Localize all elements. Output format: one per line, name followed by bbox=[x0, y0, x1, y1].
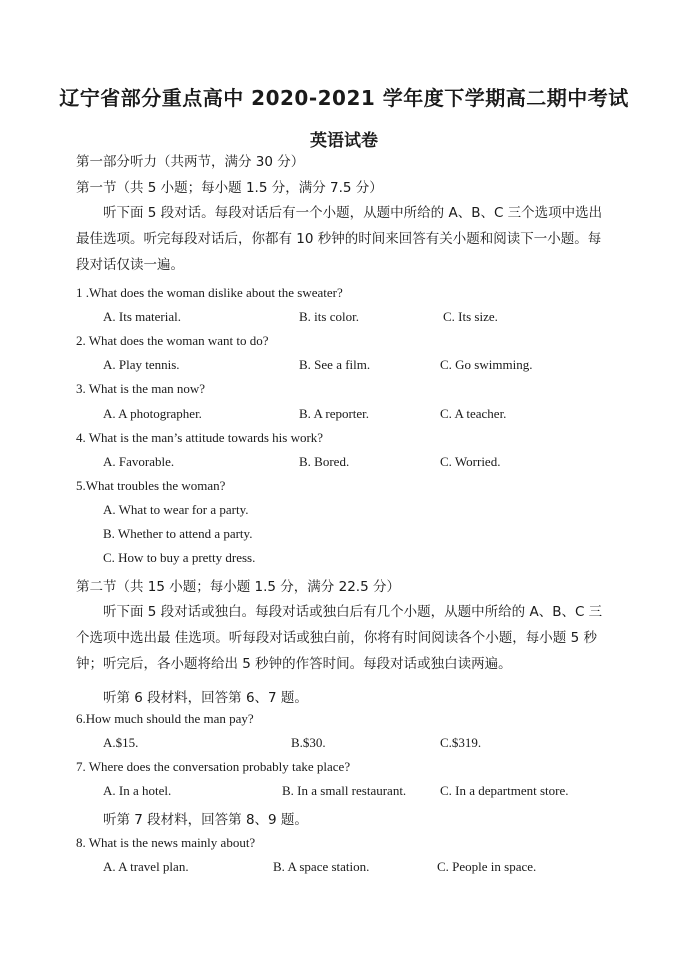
question-2-option-a: A. Play tennis. bbox=[103, 357, 180, 372]
section1-instructions bbox=[76, 200, 616, 278]
question-5-option-a: A. What to wear for a party. bbox=[103, 502, 249, 517]
question-2-option-c: C. Go swimming. bbox=[440, 357, 533, 372]
question-3-option-c: C. A teacher. bbox=[440, 406, 507, 421]
question-4-option-a: A. Favorable. bbox=[103, 454, 175, 469]
instruction-line: 听下面 5 段对话或独白。每段对话或独白后有几个小题，从题中所给的 A、B、C 三 bbox=[103, 604, 603, 620]
question-7-option-c: C. In a department store. bbox=[440, 783, 569, 798]
material-7-instruction: 听第 7 段材料，回答第 8、9 题。 bbox=[103, 812, 308, 828]
question-6-stem: 6.How much should the man pay? bbox=[76, 711, 254, 726]
question-4-stem: 4. What is the man’s attitude towards his work? bbox=[76, 430, 324, 445]
question-4-option-c: C. Worried. bbox=[440, 454, 501, 469]
instruction-line: 最佳选项。听完每段对话后，你都有 10 秒钟的时间来回答有关小题和阅读下一小题。每 bbox=[76, 231, 602, 247]
question-3-option-b: B. A reporter. bbox=[299, 406, 370, 421]
question-8-option-a: A. A travel plan. bbox=[103, 859, 189, 874]
question-4-option-b: B. Bored. bbox=[299, 454, 350, 469]
question-1-option-b: B. its color. bbox=[299, 309, 359, 324]
question-6-option-b: B.$30. bbox=[291, 735, 326, 750]
instruction-line: 听下面 5 段对话。每段对话后有一个小题，从题中所给的 A、B、C 三个选项中选出 bbox=[103, 205, 603, 221]
question-3-stem: 3. What is the man now? bbox=[76, 381, 206, 396]
part1-heading: 第一部分听力（共两节，满分 30 分） bbox=[76, 154, 305, 170]
question-2-option-b: B. See a film. bbox=[299, 357, 371, 372]
question-2-stem: 2. What does the woman want to do? bbox=[76, 333, 269, 348]
material-6-instruction: 听第 6 段材料，回答第 6、7 题。 bbox=[103, 690, 308, 706]
section2-heading: 第二节（共 15 小题；每小题 1.5 分，满分 22.5 分） bbox=[76, 579, 400, 595]
question-1-option-c: C. Its size. bbox=[443, 309, 498, 324]
question-5-stem: 5.What troubles the woman? bbox=[76, 478, 226, 493]
question-8-option-b: B. A space station. bbox=[273, 859, 370, 874]
instruction-line: 钟；听完后，各小题将给出 5 秒钟的作答时间。每段对话或独白读两遍。 bbox=[76, 656, 512, 672]
section2-instructions bbox=[76, 599, 616, 677]
instruction-line: 个选项中选出最 佳选项。听每段对话或独白前，你将有时间阅读各个小题，每小题 5 秒 bbox=[76, 630, 597, 646]
question-1-stem: 1 .What does the woman dislike about the sweater? bbox=[76, 285, 343, 300]
question-7-option-a: A. In a hotel. bbox=[103, 783, 172, 798]
question-5-option-b: B. Whether to attend a party. bbox=[103, 526, 253, 541]
question-8-option-c: C. People in space. bbox=[437, 859, 537, 874]
exam-subtitle: 英语试卷 bbox=[310, 131, 378, 151]
question-5-option-c: C. How to buy a pretty dress. bbox=[103, 550, 256, 565]
instruction-line: 段对话仅读一遍。 bbox=[76, 257, 184, 273]
question-1-option-a: A. Its material. bbox=[103, 309, 181, 324]
question-7-stem: 7. Where does the conversation probably take place? bbox=[76, 759, 351, 774]
question-7-option-b: B. In a small restaurant. bbox=[282, 783, 407, 798]
question-8-stem: 8. What is the news mainly about? bbox=[76, 835, 256, 850]
section1-heading: 第一节（共 5 小题；每小题 1.5 分，满分 7.5 分） bbox=[76, 180, 383, 196]
question-3-option-a: A. A photographer. bbox=[103, 406, 202, 421]
question-6-option-a: A.$15. bbox=[103, 735, 139, 750]
question-6-option-c: C.$319. bbox=[440, 735, 482, 750]
exam-title: 辽宁省部分重点高中 2020-2021 学年度下学期高二期中考试 bbox=[59, 86, 629, 110]
